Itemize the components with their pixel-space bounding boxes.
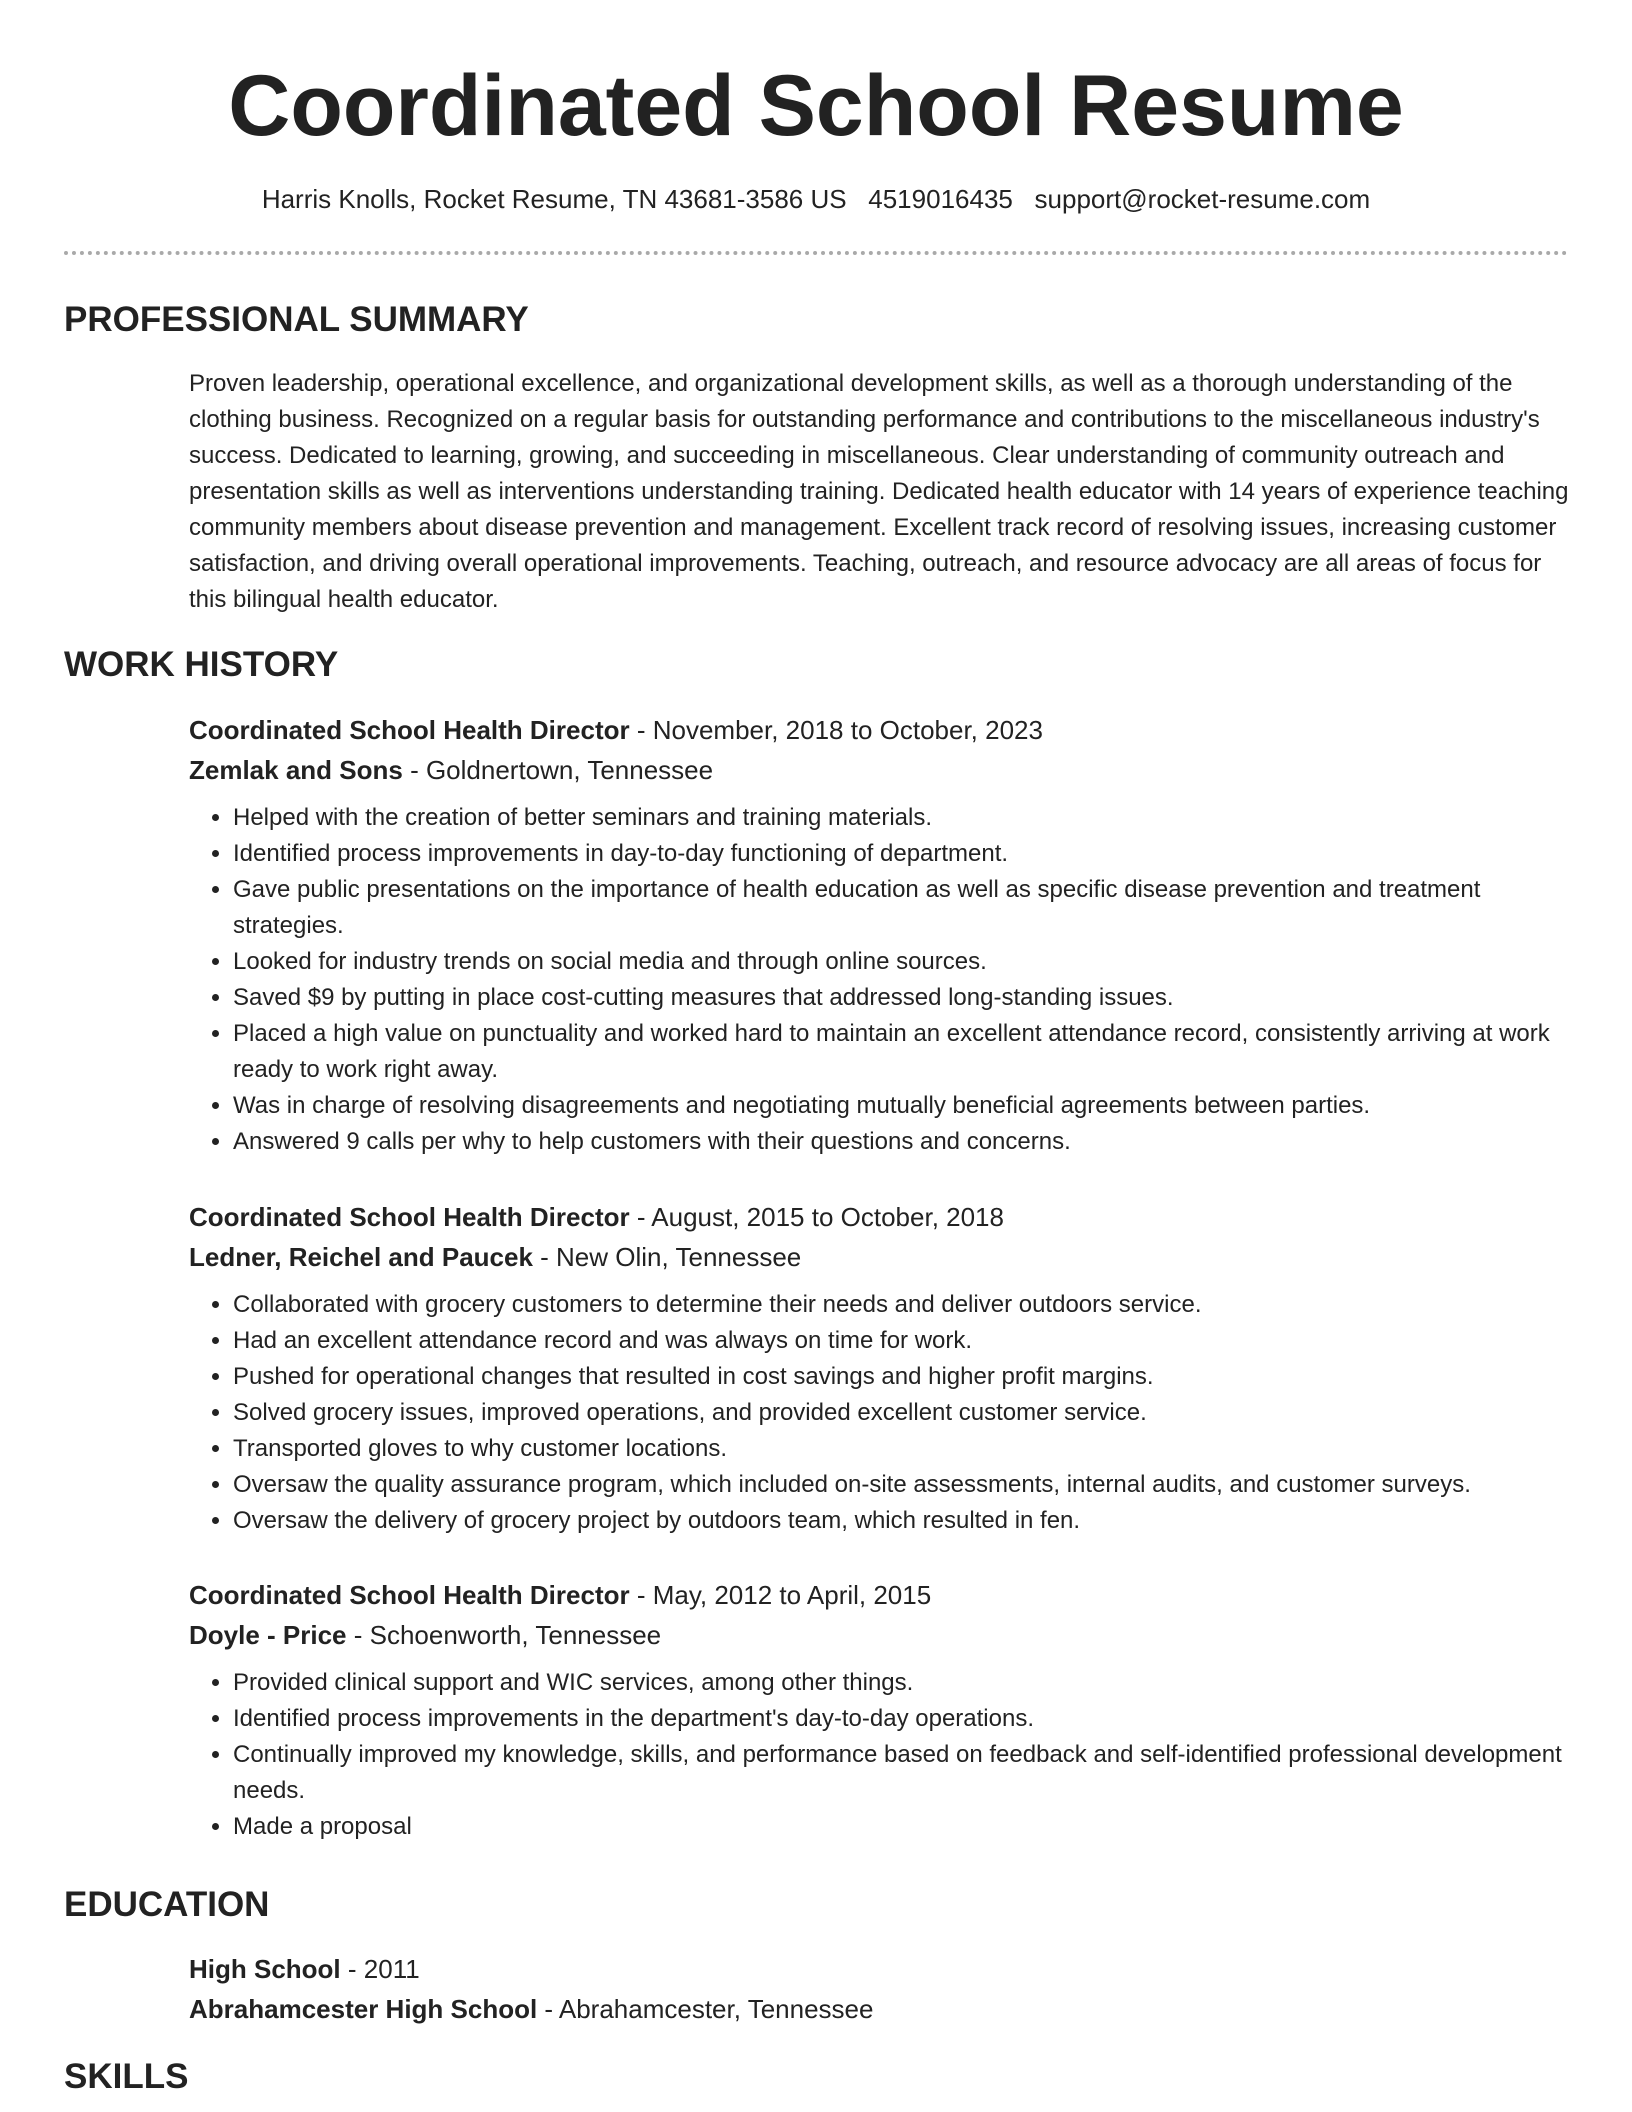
job-entry <box>189 1575 1569 1845</box>
list-item: • Had an excellent attendance record and was always on time for work. <box>233 1323 1569 1359</box>
job-entry <box>189 710 1569 1160</box>
summary-text: Proven leadership, operational excellence, and organizational development skills, as well as a thorough understanding of the clothing business. Recognized on a regular basis for outstanding performance and contributions to the miscellaneous industry's success. Dedicated to learning, growing, and succeeding in miscellaneous. Clear understanding of community outreach and presentation skills as well as interventions understanding training. Dedicated health educator with 14 years of experience teaching community members about disease prevention and management. Excellent track record of resolving issues, increasing customer satisfaction, and driving overall operational improvements. Teaching, outreach, and resource advocacy are all areas of focus for this bilingual health educator. <box>189 370 1569 613</box>
education-entry <box>189 1949 1569 2029</box>
list-item: • Oversaw the delivery of grocery project by outdoors team, which resulted in fen. <box>233 1503 1569 1539</box>
job-bullets <box>189 1665 1569 1845</box>
education-location: - Abrahamcester, Tennessee <box>537 1994 874 2024</box>
contact-address: Harris Knolls, Rocket Resume, TN 43681-3586 US <box>261 184 847 214</box>
job-title-line <box>189 710 1569 750</box>
job-title-line <box>189 1575 1569 1615</box>
education-year: - 2011 <box>340 1954 420 1984</box>
job-location: - New Olin, Tennessee <box>532 1242 802 1272</box>
job-company-line <box>189 1237 1569 1277</box>
section-heading-education: EDUCATION <box>64 1885 270 1924</box>
list-item: • Was in charge of resolving disagreements and negotiating mutually beneficial agreements between parties. <box>233 1088 1569 1124</box>
job-company: Ledner, Reichel and Paucek <box>189 1242 533 1272</box>
contact-phone: 4519016435 <box>868 184 1013 214</box>
resume-title: Coordinated School Resume <box>228 58 1404 154</box>
job-location: - Schoenworth, Tennessee <box>346 1620 662 1650</box>
section-heading-skills: SKILLS <box>64 2057 189 2096</box>
list-item: • Answered 9 calls per why to help customers with their questions and concerns. <box>233 1124 1569 1160</box>
job-dates: - August, 2015 to October, 2018 <box>629 1202 1004 1232</box>
contact-line <box>0 182 1632 216</box>
job-company: Zemlak and Sons <box>189 755 403 785</box>
list-item: • Looked for industry trends on social media and through online sources. <box>233 944 1569 980</box>
list-item: • Provided clinical support and WIC services, among other things. <box>233 1665 1569 1701</box>
list-item: • Continually improved my knowledge, skills, and performance based on feedback and self-identified professional development needs. <box>233 1737 1569 1809</box>
list-item: • Made a proposal <box>233 1809 1569 1845</box>
list-item: • Oversaw the quality assurance program, which included on-site assessments, internal audits, and customer surveys. <box>233 1467 1569 1503</box>
job-title: Coordinated School Health Director <box>189 1202 630 1232</box>
job-dates: - November, 2018 to October, 2023 <box>629 715 1043 745</box>
education-degree: High School <box>189 1954 341 1984</box>
header-divider <box>64 251 1568 255</box>
job-entry <box>189 1197 1569 1539</box>
list-item: • Solved grocery issues, improved operations, and provided excellent customer service. <box>233 1395 1569 1431</box>
job-company: Doyle - Price <box>189 1620 347 1650</box>
section-heading-work-history: WORK HISTORY <box>64 645 339 684</box>
job-company-line <box>189 1615 1569 1655</box>
list-item: • Collaborated with grocery customers to determine their needs and deliver outdoors service. <box>233 1287 1569 1323</box>
job-title-line <box>189 1197 1569 1237</box>
job-location: - Goldnertown, Tennessee <box>402 755 714 785</box>
job-title: Coordinated School Health Director <box>189 715 630 745</box>
job-company-line <box>189 750 1569 790</box>
section-heading-summary: PROFESSIONAL SUMMARY <box>64 300 529 339</box>
list-item: • Gave public presentations on the importance of health education as well as specific disease prevention and treatment strategies. <box>233 872 1569 944</box>
list-item: • Pushed for operational changes that resulted in cost savings and higher profit margins. <box>233 1359 1569 1395</box>
list-item: • Identified process improvements in day-to-day functioning of department. <box>233 836 1569 872</box>
list-item: • Saved $9 by putting in place cost-cutting measures that addressed long-standing issues. <box>233 980 1569 1016</box>
list-item: • Identified process improvements in the department's day-to-day operations. <box>233 1701 1569 1737</box>
list-item: • Placed a high value on punctuality and worked hard to maintain an excellent attendance record, consistently arriving at work ready to work right away. <box>233 1016 1569 1088</box>
list-item: • Helped with the creation of better seminars and training materials. <box>233 800 1569 836</box>
job-dates: - May, 2012 to April, 2015 <box>629 1580 932 1610</box>
education-school-line <box>189 1989 1569 2029</box>
job-title: Coordinated School Health Director <box>189 1580 630 1610</box>
contact-email: support@rocket-resume.com <box>1034 184 1371 214</box>
job-bullets <box>189 1287 1569 1539</box>
education-school: Abrahamcester High School <box>189 1994 538 2024</box>
education-degree-line <box>189 1949 1569 1989</box>
job-bullets <box>189 800 1569 1160</box>
list-item: • Transported gloves to why customer locations. <box>233 1431 1569 1467</box>
